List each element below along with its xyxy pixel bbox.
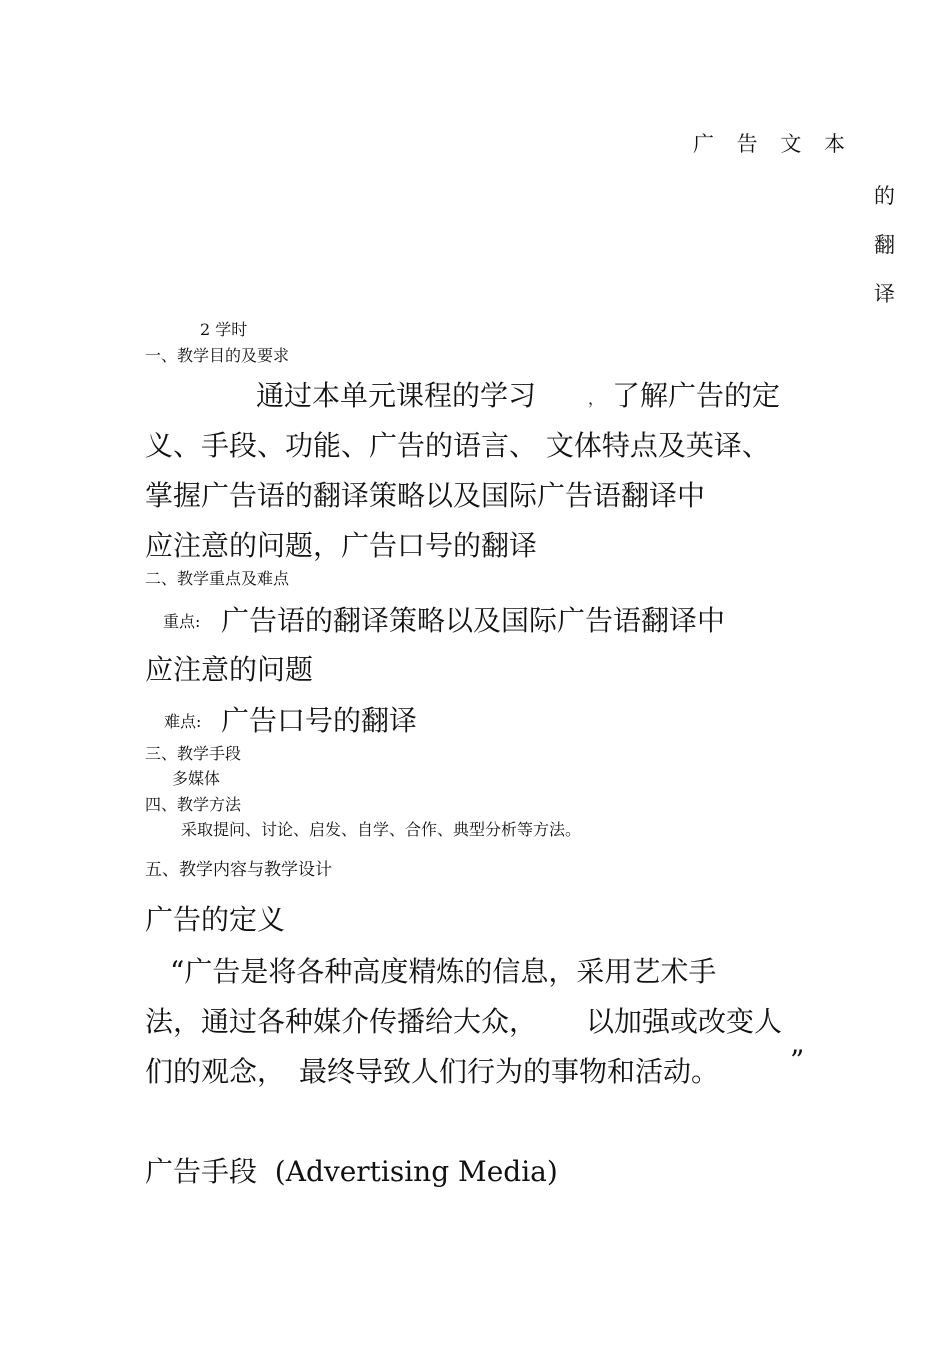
section-heading-methods: 四、教学方法 [145, 795, 242, 814]
definition-text: “广告是将各种高度精炼的信息，采用艺术手 [170, 955, 717, 988]
definition-text: 最终导致人们行为的事物和活动。 [299, 1055, 720, 1088]
title-vertical-char: 译 [874, 282, 895, 306]
objectives-comma: ， [588, 389, 605, 408]
title-vertical-char: 的 [874, 184, 895, 208]
objectives-line: 了解广告的定 [612, 379, 781, 412]
definition-text: 以加强或改变人 [586, 1005, 783, 1038]
media-heading: 广告手段 (Advertising Media) [145, 1155, 558, 1188]
definition-close-quote: ” [790, 1044, 805, 1077]
section-heading-means: 三、教学手段 [145, 744, 242, 763]
objectives-line: 掌握广告语的翻译策略以及国际广告语翻译中 [145, 479, 706, 512]
section-heading-key-points: 二、教学重点及难点 [145, 569, 290, 588]
difficulty-label: 难点: [164, 712, 202, 731]
definition-text: 法，通过各种媒介传播给大众， [145, 1005, 538, 1038]
document-title: 广 告 文 本 [693, 132, 854, 156]
definition-heading: 广告的定义 [145, 903, 286, 936]
section-heading-design: 五、教学内容与教学设计 [145, 860, 332, 880]
objectives-line: 通过本单元课程的学习 [256, 379, 537, 412]
objectives-line: 应注意的问题，广告口号的翻译 [145, 529, 538, 562]
definition-text: 们的观念， [145, 1055, 286, 1088]
means-content: 多媒体 [172, 769, 221, 788]
class-hours: 2 学时 [200, 320, 248, 339]
section-heading-objectives: 一、教学目的及要求 [145, 346, 290, 365]
difficulty-text: 广告口号的翻译 [221, 704, 418, 737]
focus-label: 重点: [163, 612, 201, 631]
focus-text: 广告语的翻译策略以及国际广告语翻译中 [221, 604, 726, 637]
methods-content: 采取提问、讨论、启发、自学、合作、典型分析等方法。 [181, 820, 582, 839]
title-vertical-char: 翻 [874, 233, 895, 257]
objectives-line: 义、手段、功能、广告的语言、 文体特点及英译、 [145, 429, 770, 462]
focus-text: 应注意的问题 [145, 653, 314, 686]
